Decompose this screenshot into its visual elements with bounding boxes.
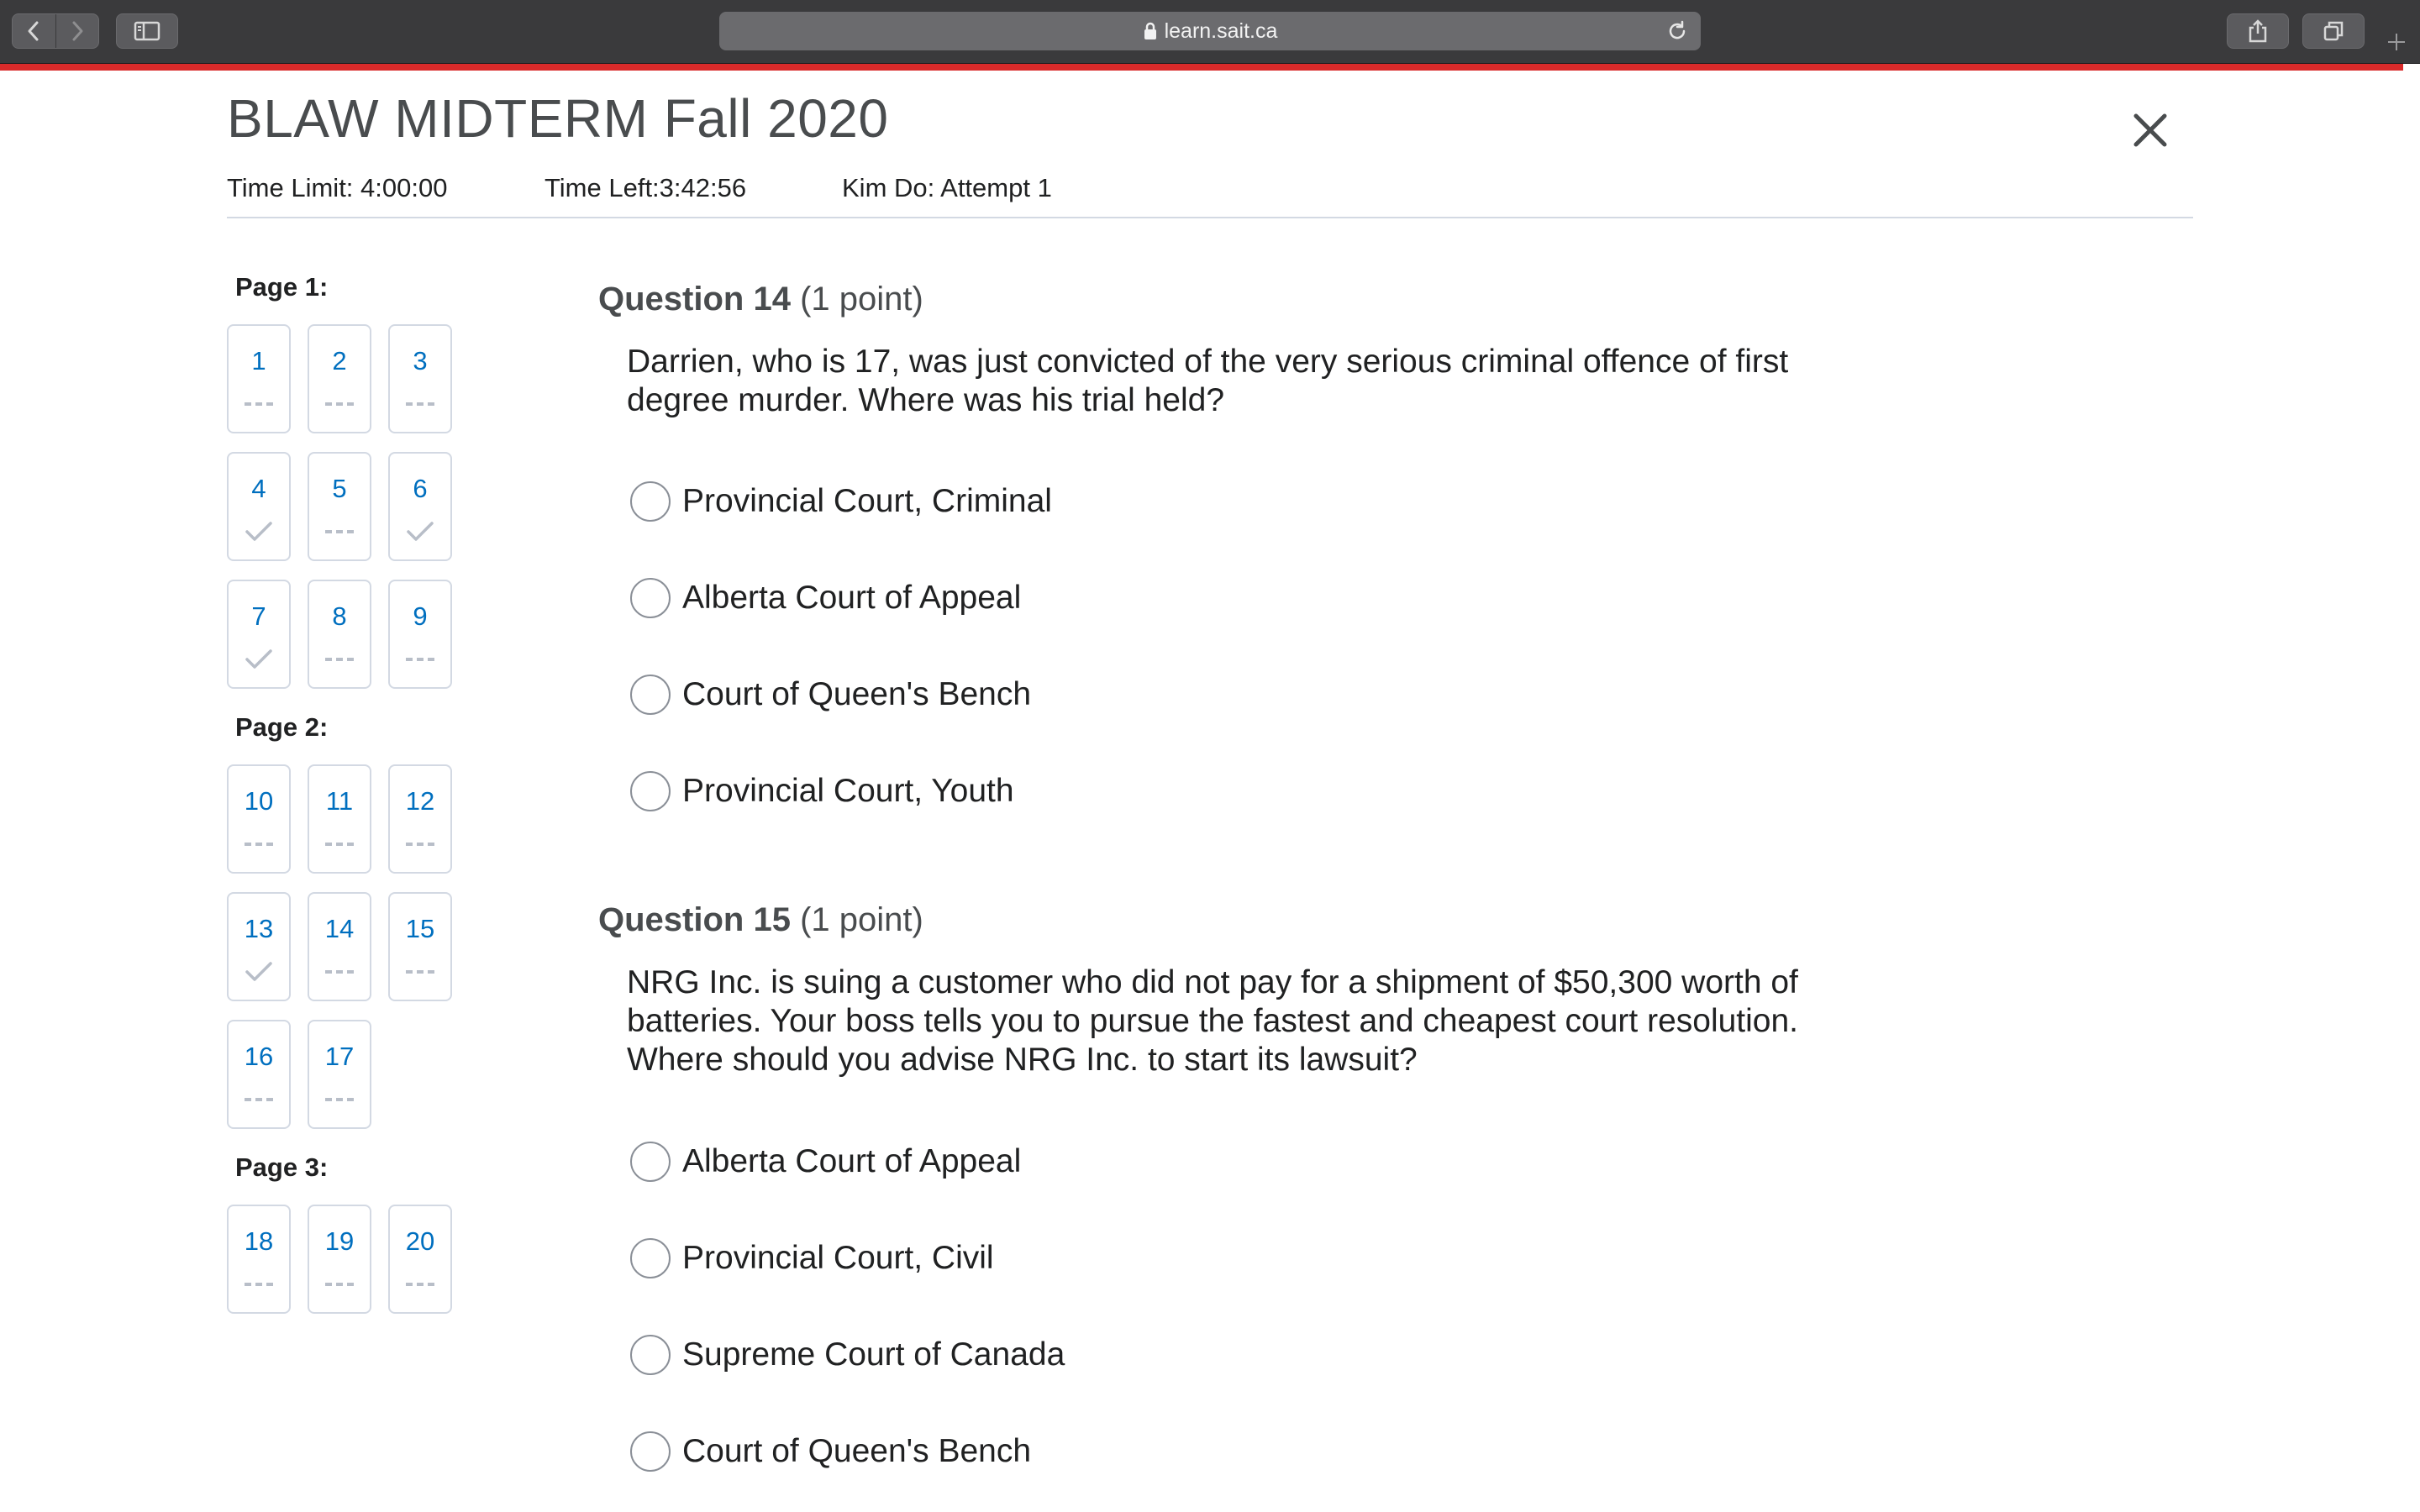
question-nav-number[interactable]: 13 <box>244 914 274 943</box>
question-nav-number[interactable]: 11 <box>325 786 354 816</box>
checkmark-icon <box>229 647 289 672</box>
radio-button[interactable] <box>630 578 671 618</box>
new-tab-button[interactable] <box>2380 25 2413 59</box>
question-nav-5[interactable] <box>308 452 371 561</box>
question-nav-number[interactable]: 16 <box>244 1042 274 1071</box>
question-nav-10[interactable] <box>227 764 291 874</box>
question-nav-number[interactable]: 3 <box>413 346 428 375</box>
answer-label[interactable]: Court of Queen's Bench <box>682 676 1032 712</box>
question-nav-6[interactable] <box>388 452 452 561</box>
question-nav-number[interactable]: 4 <box>251 474 266 503</box>
question-nav-1[interactable] <box>227 324 291 433</box>
unanswered-indicator <box>229 832 289 857</box>
page-label-1: Page 1: <box>235 272 329 302</box>
radio-button[interactable] <box>630 1142 671 1182</box>
time-limit: Time Limit: 4:00:00 <box>227 173 448 202</box>
address-bar[interactable] <box>719 12 1701 50</box>
question-nav-20[interactable] <box>388 1205 452 1314</box>
answer-option[interactable] <box>630 1430 1031 1473</box>
question-points: (1 point) <box>800 901 923 938</box>
question-nav-13[interactable] <box>227 892 291 1001</box>
url-text: learn.sait.ca <box>1164 18 1278 43</box>
site-accent-bar <box>0 64 2403 71</box>
radio-button[interactable] <box>630 1238 671 1278</box>
answer-option[interactable] <box>630 769 1014 813</box>
unanswered-indicator <box>390 832 450 857</box>
answer-label[interactable]: Supreme Court of Canada <box>682 1336 1065 1373</box>
question-nav-3[interactable] <box>388 324 452 433</box>
answer-label[interactable]: Provincial Court, Youth <box>682 773 1014 809</box>
question-nav-11[interactable] <box>308 764 371 874</box>
tabs-button[interactable] <box>2302 13 2365 49</box>
browser-toolbar <box>0 0 2420 64</box>
page-label-2: Page 2: <box>235 712 329 742</box>
share-button[interactable] <box>2227 13 2289 49</box>
unanswered-indicator <box>309 647 370 672</box>
radio-button[interactable] <box>630 481 671 522</box>
share-icon <box>2247 18 2269 44</box>
unanswered-indicator <box>309 959 370 984</box>
question-nav-number[interactable]: 10 <box>244 786 274 816</box>
question-nav-number[interactable]: 6 <box>413 474 428 503</box>
question-nav-12[interactable] <box>388 764 452 874</box>
reload-icon[interactable] <box>1665 19 1689 43</box>
question-title: Question 14 <box>598 281 791 318</box>
question-nav-number[interactable]: 20 <box>405 1226 435 1256</box>
question-heading <box>598 901 923 939</box>
unanswered-indicator <box>390 959 450 984</box>
chevron-right-icon <box>68 20 87 42</box>
question-nav-number[interactable]: 19 <box>324 1226 355 1256</box>
question-heading <box>598 281 923 318</box>
answer-option[interactable] <box>630 1236 994 1280</box>
question-text: NRG Inc. is suing a customer who did not pay for a shipment of $50,300 worth of batteries. Your boss tells you to pursue the fastest and cheapest court resolution. Where should you advise NRG Inc. to start its lawsuit? <box>627 964 1799 1078</box>
question-nav-4[interactable] <box>227 452 291 561</box>
back-button[interactable] <box>13 14 55 48</box>
question-nav-number[interactable]: 5 <box>332 474 347 503</box>
question-nav-19[interactable] <box>308 1205 371 1314</box>
question-nav-number[interactable]: 12 <box>405 786 435 816</box>
close-icon[interactable] <box>2129 109 2171 151</box>
question-nav-number[interactable]: 1 <box>251 346 266 375</box>
checkmark-icon <box>229 519 289 544</box>
question-nav-number[interactable]: 7 <box>251 601 266 631</box>
question-nav-7[interactable] <box>227 580 291 689</box>
tabs-icon <box>2322 19 2345 43</box>
question-nav-number[interactable]: 14 <box>324 914 355 943</box>
unanswered-indicator <box>390 647 450 672</box>
history-nav <box>12 13 99 49</box>
time-left: Time Left:3:42:56 <box>544 173 747 202</box>
answer-label[interactable]: Court of Queen's Bench <box>682 1433 1032 1469</box>
question-nav-8[interactable] <box>308 580 371 689</box>
plus-icon <box>2386 32 2407 52</box>
question-nav-16[interactable] <box>227 1020 291 1129</box>
unanswered-indicator <box>309 391 370 417</box>
question-nav-9[interactable] <box>388 580 452 689</box>
question-nav-2[interactable] <box>308 324 371 433</box>
unanswered-indicator <box>229 1087 289 1112</box>
checkmark-icon <box>390 519 450 544</box>
question-nav-number[interactable]: 2 <box>332 346 347 375</box>
answer-option[interactable] <box>630 1333 1065 1377</box>
question-text: Darrien, who is 17, was just convicted of the very serious criminal offence of first degree murder. Where was his trial held? <box>627 344 1789 418</box>
unanswered-indicator <box>309 519 370 544</box>
page-label-3: Page 3: <box>235 1152 329 1182</box>
question-points: (1 point) <box>800 281 923 318</box>
answer-option[interactable] <box>630 480 1052 523</box>
attempt-info: Kim Do: Attempt 1 <box>842 173 1052 202</box>
question-nav-number[interactable]: 15 <box>405 914 435 943</box>
checkmark-icon <box>229 959 289 984</box>
answer-option[interactable] <box>630 576 1021 620</box>
question-nav-number[interactable]: 9 <box>413 601 428 631</box>
unanswered-indicator <box>229 1272 289 1297</box>
question-nav-17[interactable] <box>308 1020 371 1129</box>
question-nav-number[interactable]: 18 <box>244 1226 274 1256</box>
question-nav-15[interactable] <box>388 892 452 1001</box>
answer-option[interactable] <box>630 1140 1021 1184</box>
sidebar-icon <box>134 21 160 41</box>
radio-button[interactable] <box>630 1431 671 1472</box>
answer-option[interactable] <box>630 673 1031 717</box>
unanswered-indicator <box>309 1272 370 1297</box>
radio-button[interactable] <box>630 771 671 811</box>
chevron-left-icon <box>24 20 43 42</box>
sidebar-toggle-button[interactable] <box>116 13 178 49</box>
unanswered-indicator <box>390 1272 450 1297</box>
answer-label[interactable]: Provincial Court, Civil <box>682 1240 994 1276</box>
question-nav-number[interactable]: 8 <box>332 601 347 631</box>
unanswered-indicator <box>390 391 450 417</box>
unanswered-indicator <box>309 832 370 857</box>
radio-button[interactable] <box>630 1335 671 1375</box>
answer-label[interactable]: Provincial Court, Criminal <box>682 483 1052 519</box>
lock-icon <box>1143 22 1158 40</box>
radio-button[interactable] <box>630 675 671 715</box>
answer-label[interactable]: Alberta Court of Appeal <box>682 1143 1022 1179</box>
header-divider <box>227 217 2193 218</box>
answer-label[interactable]: Alberta Court of Appeal <box>682 580 1022 616</box>
unanswered-indicator <box>309 1087 370 1112</box>
question-nav-18[interactable] <box>227 1205 291 1314</box>
question-title: Question 15 <box>598 901 791 938</box>
page-title: BLAW MIDTERM Fall 2020 <box>227 88 889 149</box>
question-nav-number[interactable]: 17 <box>324 1042 355 1071</box>
unanswered-indicator <box>229 391 289 417</box>
question-nav-14[interactable] <box>308 892 371 1001</box>
forward-button[interactable] <box>55 14 98 48</box>
